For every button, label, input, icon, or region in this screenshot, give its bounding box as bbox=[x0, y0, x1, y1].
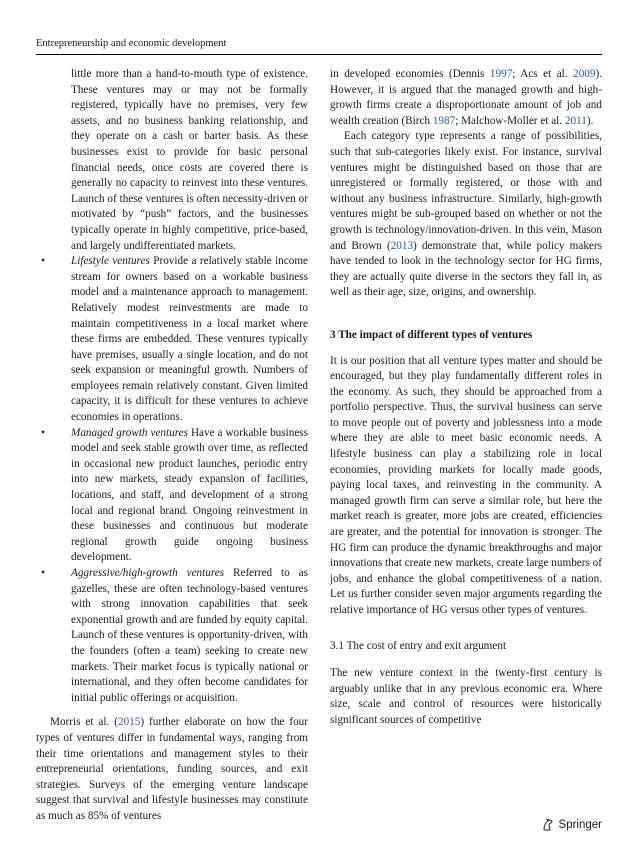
bullet-text: Provide a relatively stable income stream for owners based on a workable business model and a maintenance approach to management. Relatively modest reinvestments are made to maintain competitiveness in a local market where these firms are embedded. These ventures typically have premises, usually a single location, and do not seek expansion or meaningful growth. Numbers of employees remain relatively constant. Given limited capacity, it is difficult for these ventures to achieve economies in operations. bbox=[71, 255, 308, 424]
right-column bbox=[330, 67, 602, 729]
running-header: Entrepreneurship and economic development bbox=[36, 38, 227, 49]
citation-link[interactable]: 2015 bbox=[117, 716, 141, 729]
bullet-icon: • bbox=[41, 567, 45, 579]
subsection-heading: 3.1 The cost of entry and exit argument bbox=[330, 639, 507, 652]
bullet-text: Referred to as gazelles, these are often technology-based ventures with strong innovation capabilities that seek exponential growth and are funded by equity capital. Launch of these ventures is opportunity-driven, with the founders (often a team) seeking to create new markets. Their market focus is typically national or international, and they often become candidates for initial public offerings or acquisition. bbox=[71, 567, 308, 704]
publisher-name: Springer bbox=[558, 819, 602, 831]
citation-link[interactable]: 1997 bbox=[489, 68, 513, 80]
bullet-lifestyle bbox=[36, 254, 308, 426]
citation-link[interactable]: 2011 bbox=[564, 114, 587, 127]
bullet-text: Have a workable business model and seek stable growth over time, as reflected in occasional new product launches, periodic entry into new markets, steady expansion of facilities, locations, and staff, and development of a strong local and regional brand. Ongoing reinvestment in these businesses and continuous but moderate regional growth guide ongoing business development. bbox=[71, 426, 308, 564]
paragraph-continuation: little more than a hand-to-mouth type of existence. These ventures may or may not be formally registered, typically have no premises, very few assets, and no business banking relationship, and they operate on a cash or barter basis. As these businesses exist to provide for basic personal financial needs, once costs are covered there is generally no capacity to reinvest into these ventures. Launch of these ventures is often necessity-driven or motivated by “push” factors, and the businesses typically operate in highly competitive, price-based, and largely undifferentiated markets. bbox=[71, 68, 308, 252]
bullet-icon: • bbox=[41, 255, 45, 268]
bullet-term: Aggressive/high-growth ventures bbox=[71, 567, 225, 579]
bullet-high-growth bbox=[36, 566, 308, 706]
springer-horse-icon bbox=[541, 818, 555, 832]
section-heading: 3 The impact of different types of ventures bbox=[330, 328, 533, 341]
publisher-footer bbox=[541, 818, 602, 832]
left-column bbox=[36, 67, 308, 825]
paragraph-category-types: Each category type represents a range of possibilities, such that sub-categories likely exist. For instance, survival ventures might be distinguished based on those that are unregistered or formally registered, or those with and without any business infrastructure. Similarly, high-growth ventures might be sub-grouped based on whether or not the growth is technology/innovation-driven. In this vein, Mason and Brown (2013) demonstrate that, while policy makers have tended to look in the technology sector for HG firms, they are actually quite diverse in the sectors they fall in, as well as their age, size, origins, and ownership. bbox=[330, 130, 602, 299]
header-rule bbox=[36, 54, 602, 55]
bullet-term: Managed growth ventures bbox=[71, 426, 188, 439]
bullet-term: Lifestyle ventures bbox=[71, 255, 150, 268]
bullet-icon: • bbox=[41, 426, 45, 439]
paragraph-morris: Morris et al. (2015) further elaborate on how the four types of ventures differ in fundamental ways, ranging from their time orientations and management styles to their entrepreneurial orientations, funding sources, and exit strategies. Surveys of the emerging venture landscape suggest that survival and lifestyle businesses may constitute as much as 85% of ventures bbox=[36, 716, 308, 822]
paragraph-new-venture-context: The new venture context in the twenty-first century is arguably unlike that in any previous economic era. Where size, scale and control of resources were historically significant sources of competitive bbox=[330, 667, 602, 726]
paragraph-portfolio: It is our position that all venture types matter and should be encouraged, but they play fundamentally different roles in the economy. As such, they should be approached from a portfolio perspective. Thus, the survival business can serve to move people out of poverty and joblessness into a mode where they are able to meet basic economic needs. A lifestyle business can play a stabilizing role in local economies, providing markets for locally made goods, paying local taxes, and reinvesting in the community. A managed growth firm can serve a similar role, but here the market reach is greater, more jobs are created, efficiencies are greater, and the potential for innovation is stronger. The HG firm can produce the dynamic breakthroughs and major innovations that create new markets, create large numbers of jobs, and enhance the global competitiveness of a nation. Let us further consider seven major arguments regarding the relative importance of HG versus other types of ventures. bbox=[330, 354, 602, 616]
bullet-managed-growth bbox=[36, 426, 308, 566]
paragraph-developed-economies: in developed economies (Dennis 1997; Acs et al. 2009). However, it is argued that the managed growth and high-growth firms create a disproportionate amount of job and wealth creation (Birch 1987; Malchow-Moller et al. 2011). bbox=[330, 68, 602, 127]
citation-link[interactable]: 2013 bbox=[390, 239, 414, 252]
citation-link[interactable]: 2009 bbox=[573, 68, 596, 80]
citation-link[interactable]: 1987 bbox=[432, 114, 456, 127]
